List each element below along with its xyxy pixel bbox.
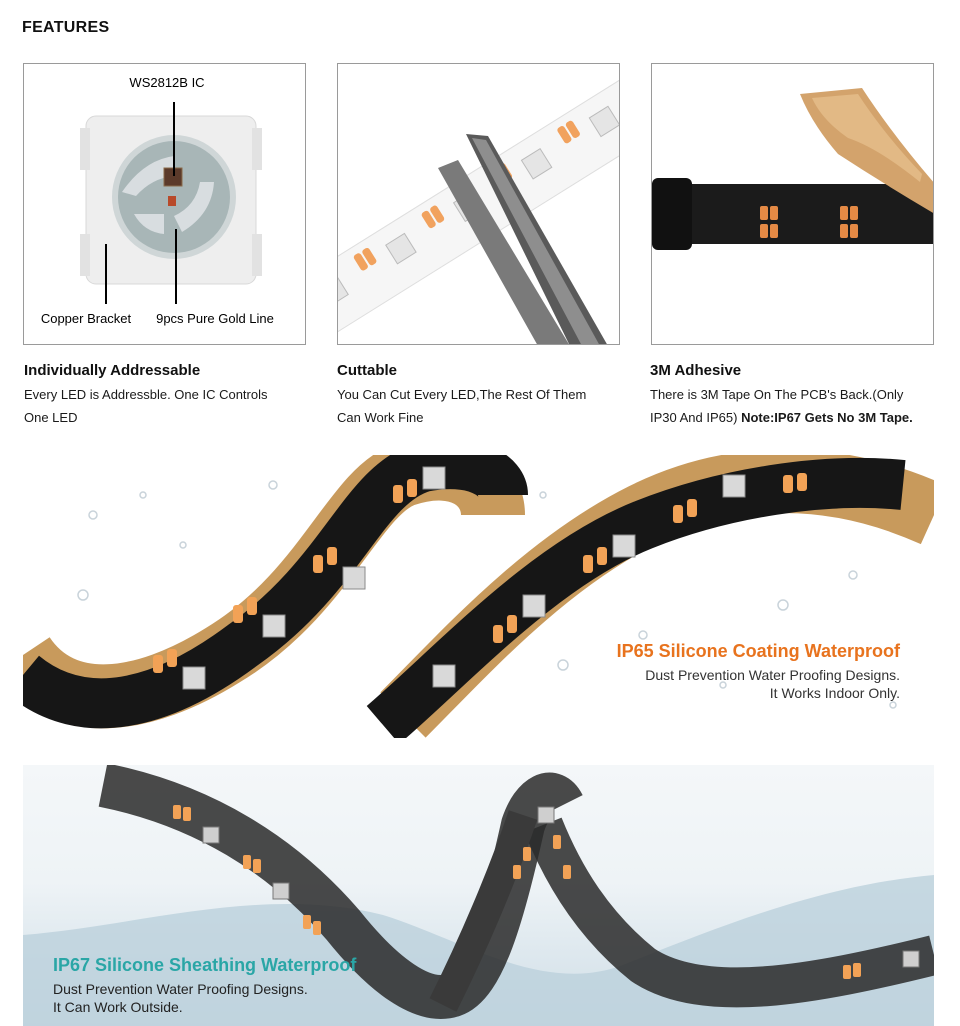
feature-heading-addressable: Individually Addressable	[24, 362, 201, 379]
ip65-banner	[23, 455, 934, 738]
ip67-description-line1: Dust Prevention Water Proofing Designs.	[53, 981, 308, 997]
feature-text-cuttable: You Can Cut Every LED,The Rest Of Them Can Work Fine	[337, 387, 587, 425]
ip65-description-line1: Dust Prevention Water Proofing Designs.	[645, 667, 900, 683]
chip-ic-label: WS2812B IC	[129, 75, 205, 90]
cuttable-photo-panel	[337, 63, 620, 345]
ip67-title: IP67 Silicone Sheathing Waterproof	[53, 955, 357, 975]
feature-heading-adhesive: 3M Adhesive	[650, 362, 742, 379]
feature-text-adhesive: There is 3M Tape On The PCB's Back.(Only IP30 And IP65) Note:IP67 Gets No 3M Tape.	[650, 387, 913, 425]
ip65-description-line2: It Works Indoor Only.	[769, 685, 900, 701]
ws2812b-chip-image	[24, 64, 306, 345]
gold-line-label: 9pcs Pure Gold Line	[156, 311, 274, 326]
chip-diagram-panel	[23, 63, 306, 345]
feature-text-addressable: Every LED is Addressble. One IC Controls One LED	[24, 387, 268, 425]
copper-bracket-label: Copper Bracket	[40, 311, 132, 326]
scissors-cut-strip-image	[338, 64, 620, 345]
page-title: FEATURES	[22, 19, 110, 36]
adhesive-photo-panel	[651, 63, 934, 345]
feature-heading-cuttable: Cuttable	[337, 362, 397, 379]
ip67-banner	[23, 765, 934, 1026]
ip67-description-line2: It Can Work Outside.	[53, 999, 183, 1015]
adhesive-tape-image	[652, 64, 934, 345]
ip65-title: IP65 Silicone Coating Waterproof	[616, 641, 900, 661]
